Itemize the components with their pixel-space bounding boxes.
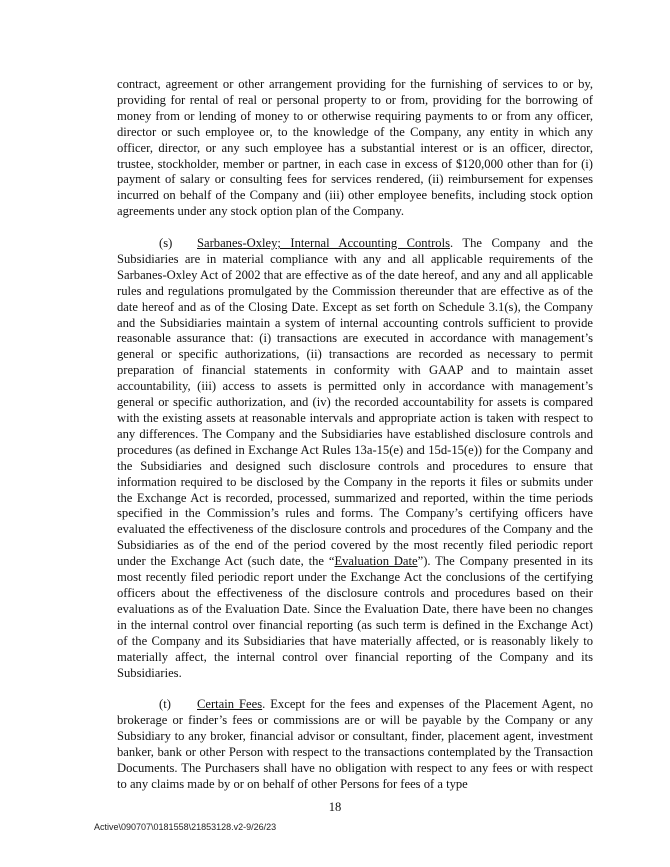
paragraph-section-s — [117, 236, 593, 681]
defined-term-evaluation-date: Evaluation Date — [334, 554, 418, 569]
section-s-text-2: ”). The Company presented in its most recently filed periodic report under the Exchange Act the conclusions of the certifying officers about the effectiveness of the disclosure controls and procedures based on their evaluations as of the Evaluation Date. Since the Evaluation Date, there have been no changes in the internal control over financial reporting (as such term is defined in the Exchange Act) of the Company and its Subsidiaries that have materially affected, or is reasonably likely to materially affect, the internal control over financial reporting of the Company and its Subsidiaries. — [117, 554, 593, 680]
section-s-heading: Sarbanes-Oxley; Internal Accounting Controls — [197, 236, 450, 251]
section-t-text: . Except for the fees and expenses of the Placement Agent, no brokerage or finder’s fees or commissions are or will be payable by the Company or any Subsidiary to any broker, financial advisor or consultant, finder, placement agent, investment banker, bank or other Person with respect to the transactions contemplated by the Transaction Documents. The Purchasers shall have no obligation with respect to any fees or with respect to any claims made by or on behalf of other Persons for fees of a type — [117, 697, 593, 791]
section-s-text-1: . The Company and the Subsidiaries are in material compliance with any and all applicable requirements of the Sarbanes-Oxley Act of 2002 that are effective as of the date hereof, and any and all applicable rules and regulations promulgated by the Commission thereunder that are effective as of the date hereof and as of the Closing Date. Except as set forth on Schedule 3.1(s), the Company and the Subsidiaries maintain a system of internal accounting controls sufficient to provide reasonable assurance that: (i) transactions are executed in accordance with management’s general or specific authorizations, (ii) transactions are recorded as necessary to permit preparation of financial statements in conformity with GAAP and to maintain asset accountability, (iii) access to assets is permitted only in accordance with management’s general or specific authorization, and (iv) the recorded accountability for assets is compared with the existing assets at reasonable intervals and appropriate action is taken with respect to any differences. The Company and the Subsidiaries have established disclosure controls and procedures (as defined in Exchange Act Rules 13a-15(e) and 15d-15(e)) for the Company and the Subsidiaries and designed such disclosure controls and procedures to ensure that information required to be disclosed by the Company in the reports it files or submits under the Exchange Act is recorded, processed, summarized and reported, within the time periods specified in the Commission’s rules and forms. The Company’s certifying officers have evaluated the effectiveness of the disclosure controls and procedures of the Company and the Subsidiaries as of the end of the period covered by the most recently filed periodic report under the Exchange Act (such date, the “ — [117, 236, 593, 569]
paragraph-continued — [117, 77, 593, 220]
page-number: 18 — [328, 800, 342, 814]
document-body — [117, 77, 593, 793]
paragraph-section-t — [117, 697, 593, 792]
section-t-indent — [117, 697, 197, 713]
section-t-heading: Certain Fees — [197, 697, 263, 712]
section-t-label: (t) — [159, 697, 171, 712]
section-s-label: (s) — [159, 236, 173, 251]
paragraph-continued-text: contract, agreement or other arrangement providing for the furnishing of services to or by, providing for rental of real or personal property to or from, providing for the borrowing of money from or lending of money to or otherwise requiring payments to or from any officer, director or such employee or, to the knowledge of the Company, any entity in which any officer, director, or any such employee has a substantial interest or is an officer, director, trustee, stockholder, member or partner, in each case in excess of $120,000 other than for (i) payment of salary or consulting fees for services rendered, (ii) reimbursement for expenses incurred on behalf of the Company and (iii) other employee benefits, including stock option agreements under any stock option plan of the Company. — [117, 77, 593, 219]
section-s-indent — [117, 236, 197, 252]
document-id-footer: Active\090707\0181558\21853128.v2-9/26/23 — [94, 822, 277, 832]
